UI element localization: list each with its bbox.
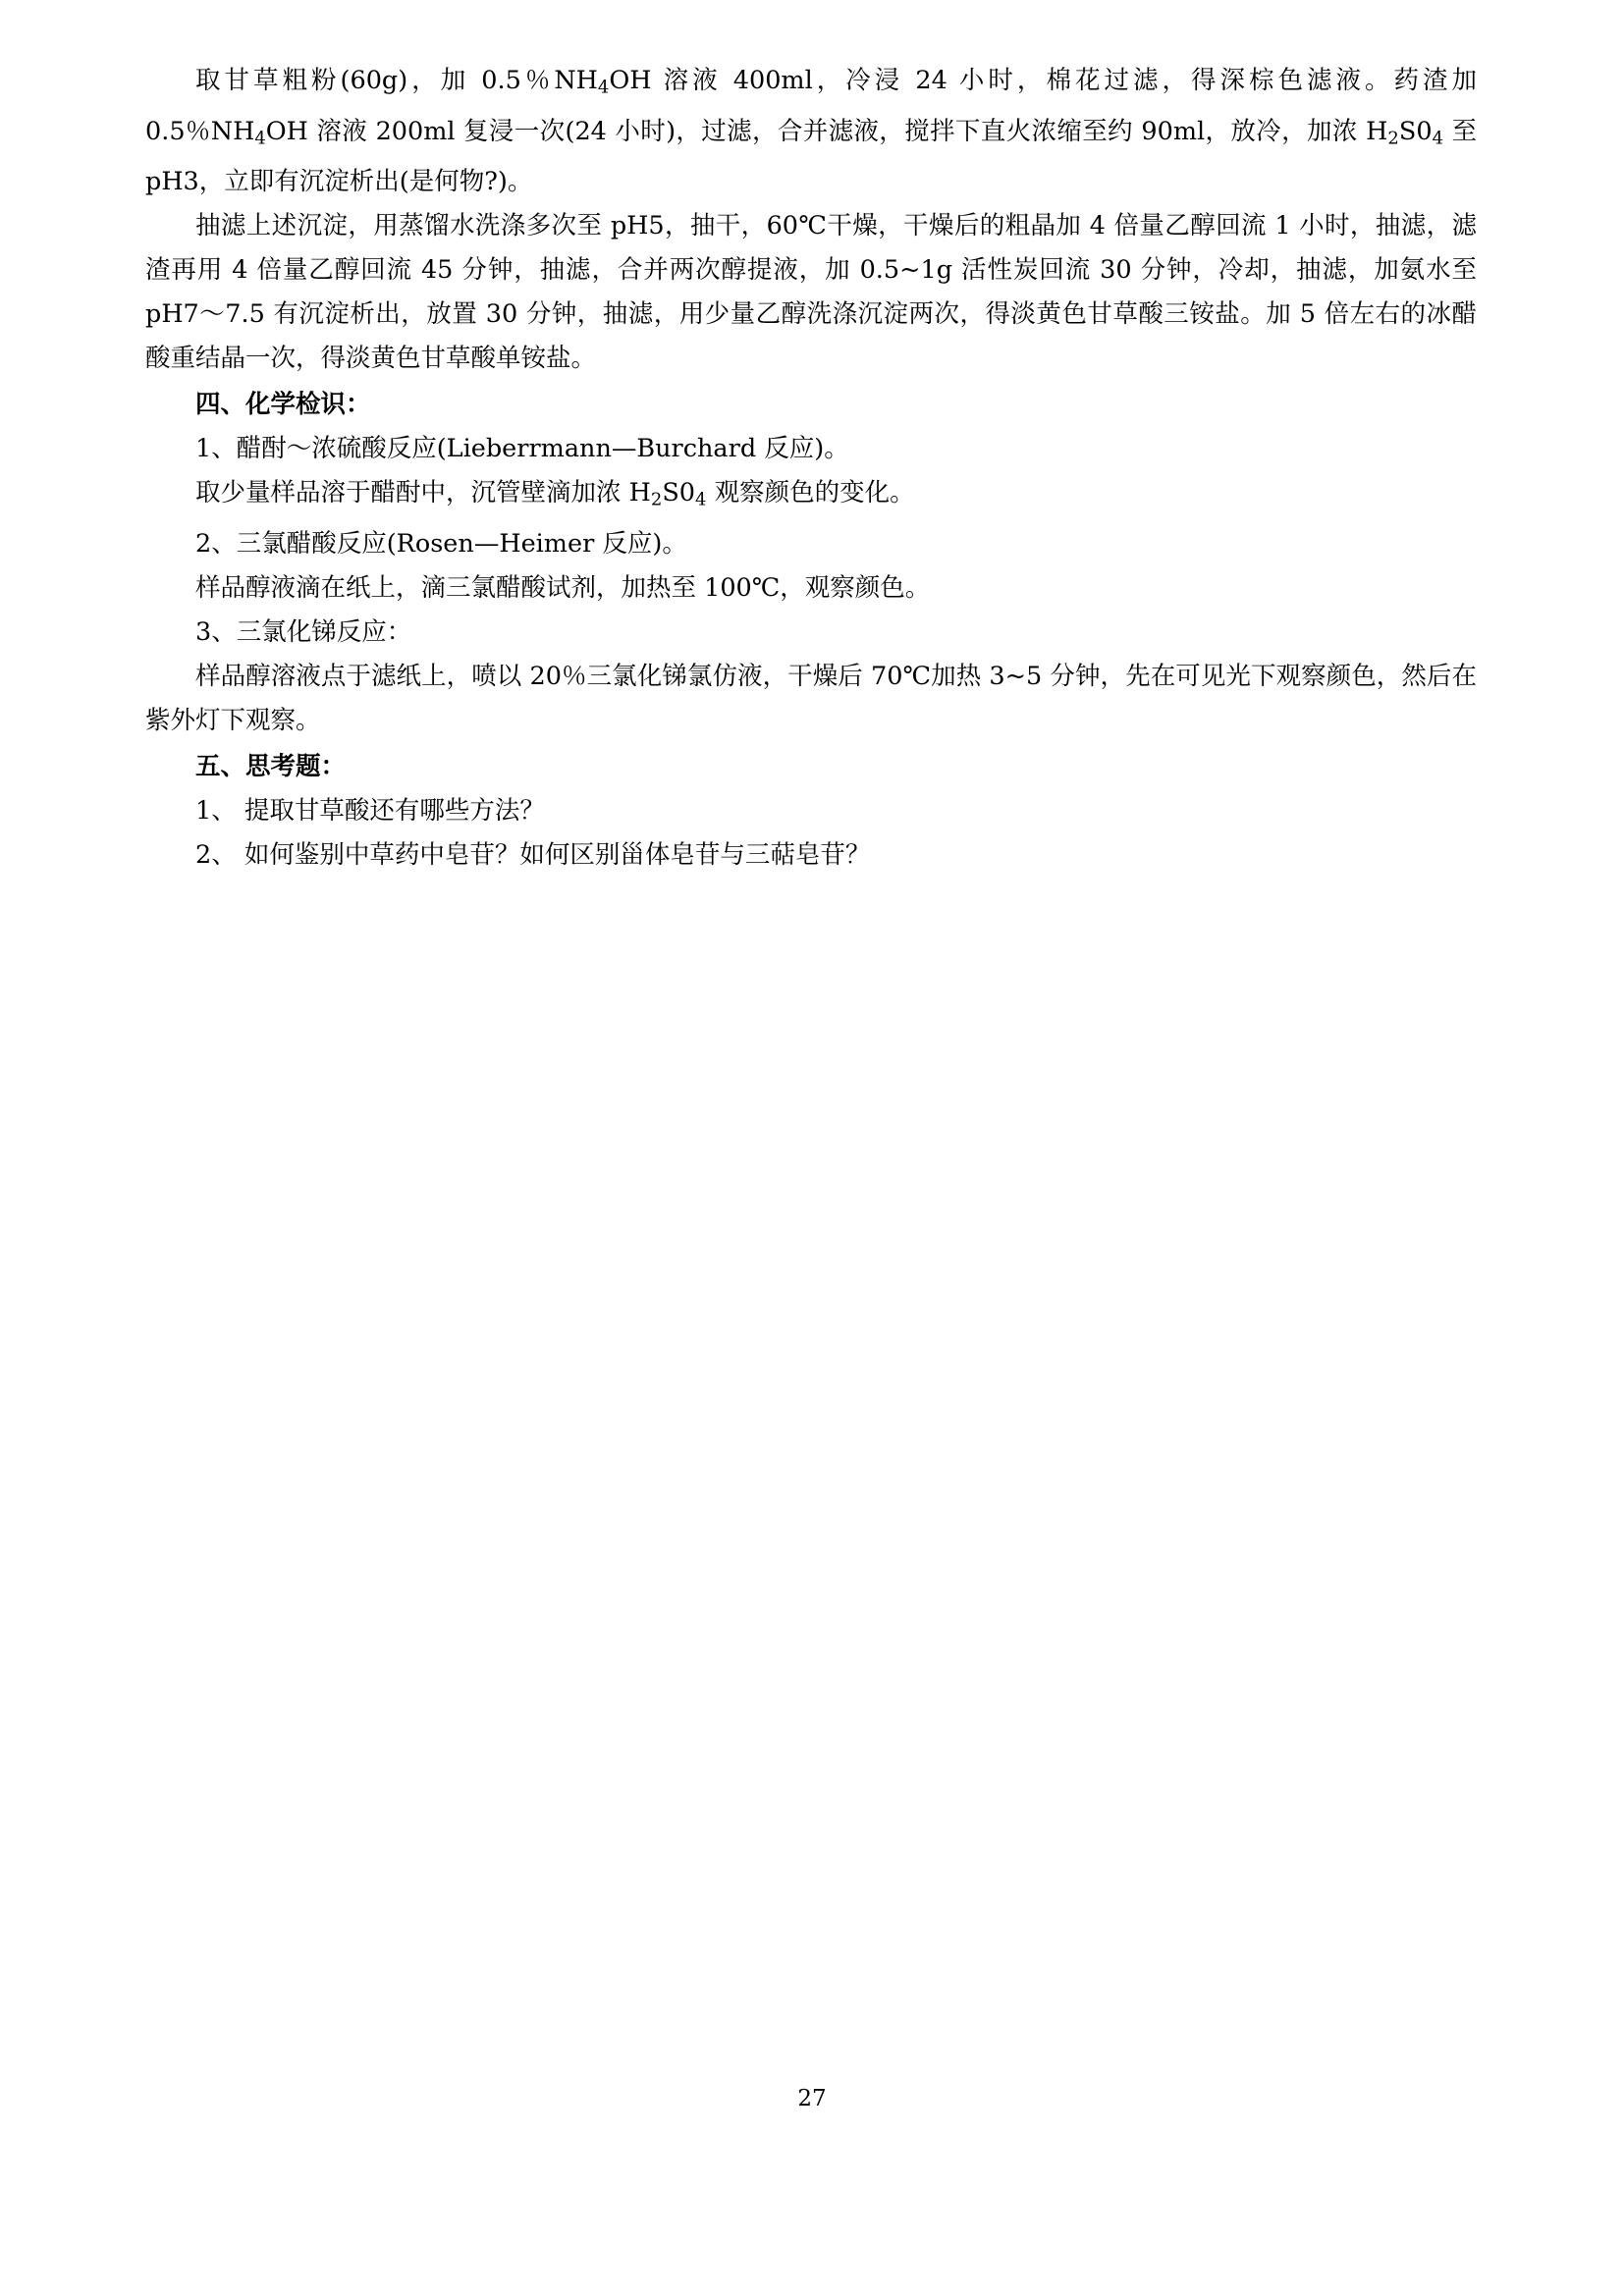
paragraph-extraction-2: 抽滤上述沉淀，用蒸馏水洗涤多次至 pH5，抽干，60℃干燥，干燥后的粗晶加 4 倍量乙醇回流 1 小时，抽滤，滤渣再用 4 倍量乙醇回流 45 分钟，抽滤，合并两次醇提液，加 0.5~1g 活性炭回流 30 分钟，冷却，抽滤，加氨水至 pH7～7.5 有沉淀析出，放置 30 分钟，抽滤，用少量乙醇洗涤沉淀两次，得淡黄色甘草酸三铵盐。加 5 倍左右的冰醋酸重结晶一次，得淡黄色甘草酸单铵盐。 (145, 211, 1477, 373)
subscript-4: 4 (1432, 128, 1444, 148)
section-four-item-3-title: 3、三氯化锑反应： (195, 616, 412, 647)
section-heading-four: 四、化学检识： (195, 390, 371, 419)
subscript-2: 2 (1387, 128, 1399, 148)
page-number: 27 (797, 2086, 827, 2111)
subscript-4: 4 (254, 128, 266, 148)
subscript-2: 2 (650, 489, 663, 510)
section-four-item-3-detail: 样品醇溶液点于滤纸上，喷以 20％三氯化锑氯仿液，干燥后 70℃加热 3~5 分钟，先在可见光下观察颜色，然后在紫外灯下观察。 (145, 661, 1477, 735)
document-body (145, 59, 1477, 878)
section-five-item-1: 1、 提取甘草酸还有哪些方法？ (195, 795, 545, 826)
section-five-item-2: 2、 如何鉴别中草药中皂苷？如何区别甾体皂苷与三萜皂苷？ (195, 839, 871, 870)
section-four-item-1-title: 1、醋酎～浓硫酸反应(Lieberrmann—Burchard 反应)。 (195, 434, 849, 463)
section-four-item-2-detail: 样品醇液滴在纸上，滴三氯醋酸试剂，加热至 100℃，观察颜色。 (195, 572, 931, 603)
subscript-4: 4 (597, 77, 610, 98)
subscript-4: 4 (695, 489, 707, 510)
section-four-item-2-title: 2、三氯醋酸反应(Rosen—Heimer 反应)。 (195, 528, 687, 559)
section-four-item-1-detail: 取少量样品溶于醋酎中，沉管壁滴加浓 $H_2S0_4$ 观察颜色的变化。 (195, 478, 915, 510)
paragraph-extraction-1: 取甘草粗粉(60g)，加 0.5％$NH_4OH$ 溶液 400ml，冷浸 24 小时，棉花过滤，得深棕色滤液。药渣加 0.5％$NH_4OH$ 溶液 200ml 复浸一次(24 小时)，过滤，合并滤液，搅拌下直火浓缩至约 90ml，放冷，加浓 $H_2S0_4$ 至 pH3，立即有沉淀析出(是何物?)。 (145, 66, 1477, 196)
section-heading-five: 五、思考题： (195, 751, 347, 781)
